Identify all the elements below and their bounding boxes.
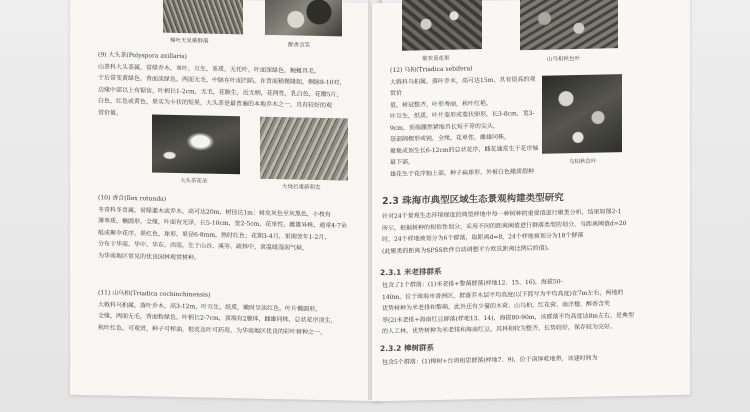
text-block-intro: 针对24个景观生态环境梯度的典型样地中每一种树种的重要值进行聚类分析，结果如图2-1 所示，根据树种的相似性划分，采用不同的距离阈值进行群落类型的划分，当距离阈值d=20 时，24个样地被划分为6个群落，取距离d=8，24个样地被划分为18个群落 (此聚类的距离为SPSS软件自动调整平方欧氏距离比例后的值)。 [382, 208, 627, 255]
text-block-sub2: 包含5个群落：(1)樟树+台湾相思群落(样地7、9)，位于南屏乾地带，该建时间为 [382, 354, 598, 367]
photo-sloanea [402, 0, 482, 51]
photo-tallow-autumn [520, 0, 618, 50]
photo-magnolia [265, 0, 342, 36]
text-block-triadica-sebifera: (12) 乌桕(Triadica sebifera) 大戟科乌桕属，落叶乔木，高可达15m，具有很高的观赏价 值，树冠整齐，叶形秀丽，秋叶红艳， 叶互生，纸质，叶片菱形或菱状卵形，长3-8cm，宽3-9cm，顶端骤然紧缩具长短不等的尖头， 基部阔楔形或钝，全缘，花单性，雌雄同株， 聚集成顶生长6-12cm的总状花序，雌花通常生于花序轴最下部， 雄花生于花序轴上部，种子扁球形，外被白色蜡质假种皮， [390, 65, 539, 177]
photo-burn-regrowth [260, 117, 348, 181]
right-page [372, 0, 690, 401]
caption-top-right: 醉香含笑 [288, 42, 311, 49]
caption-mid-left: 大头茶花朵 [180, 178, 208, 185]
text-block-ilex: (10) 香合(Ilex rotunda) 冬青科冬青属，常绿灌木或乔木，高可达20m，树径达1m；树皮灰色至灰黑色，小枝有 薄革质，椭圆形，全缘，叶面有光泽，长5-10cm，宽2-5cm，花单性，雌雄异株，通常4-7朵 组成聚伞花序，果红色，球形，果径6-8mm，熟时红色；花期3-4月，果期翌年1-2月， 分布于华南、华中、华东、西南，生于山谷、溪旁、疏林中，喜温暖湿润气候， 为华南地区常见的优良园林观赏树种。 [98, 194, 347, 261]
caption-mid-right: 火烧后重新萌发 [282, 184, 321, 191]
text-block-triadica-coch: (11) 山乌桕(Triadica cochinchinensis) 大戟科乌桕属，落叶乔木，高3-12m，叶互生，纸质，嫩时呈淡红色，叶片椭圆形， 全缘，两面无毛，背面粉绿色，叶柄长2-7cm，顶端有2腺体，雌雄同株，总状花序顶生， 秋叶红色，可观赏，种子可榨油，根皮及叶可药用，为华南地区优良的彩叶树种之一。 [98, 289, 337, 336]
caption-right-top-right: 山乌桕秋色叶 [547, 55, 581, 63]
caption-top-left: 梯叶天星蕨群落 [170, 37, 209, 45]
section-title: 2.3 珠海市典型区域生态景观构建类型研究 [382, 192, 564, 208]
text-block-sub1: 包含了1个群落：(1)米老排+黎蒴群落(样地12、15、16)，海拔50- 140m，位于珠海市香洲区，群落乔木层平均高度(以下简写为平均高度)在7m左右，两地的 优势树种为米老排和黎蒴，此外还有少量的木荷、山乌桕、红花荷、南洋楹、醉香含笑 等(2)米老排+海南红豆群落(样地13、14)，海拔80-90m，该群落平均高度达8m左右，是典型 的人工林，优势树种为米老排和海南红豆，其林相较为整齐，长势较好，保存较为完好。 [382, 278, 634, 336]
subsection-title-1: 2.3.1 米老排群系 [380, 266, 442, 278]
caption-right-top-left: 猴欢喜花果 [422, 55, 450, 63]
text-block-polyspora: (9) 大头茶(Polyspora axillaris) 山茶科大头茶属，常绿乔木，单叶，互生，革质，无托叶，叶面深绿色，蜿蜒具毛， 于后常变黄绿色，背面淡绿色，两面无毛，中脉在叶面凹陷，在背面稍微隆起，侧脉8-10对， 边缘中部以上有锯齿，叶柄长1-2cm，无毛，花腋生，近无柄，花两性，乳白色，花瓣5片， 白色，红色或黄色，果实为卡状的短果，大头茶是最普遍的本地乔木之一，具有较好的观 赏价值。 [98, 51, 346, 117]
left-page [70, 0, 382, 401]
photo-tea-flower [152, 114, 240, 174]
caption-right-mid: 乌桕秋色叶 [569, 158, 597, 166]
photo-fern-community [163, 0, 243, 34]
subsection-title-2: 2.3.2 樟树群系 [380, 343, 434, 354]
photo-tallow-red-leaves [542, 74, 622, 154]
